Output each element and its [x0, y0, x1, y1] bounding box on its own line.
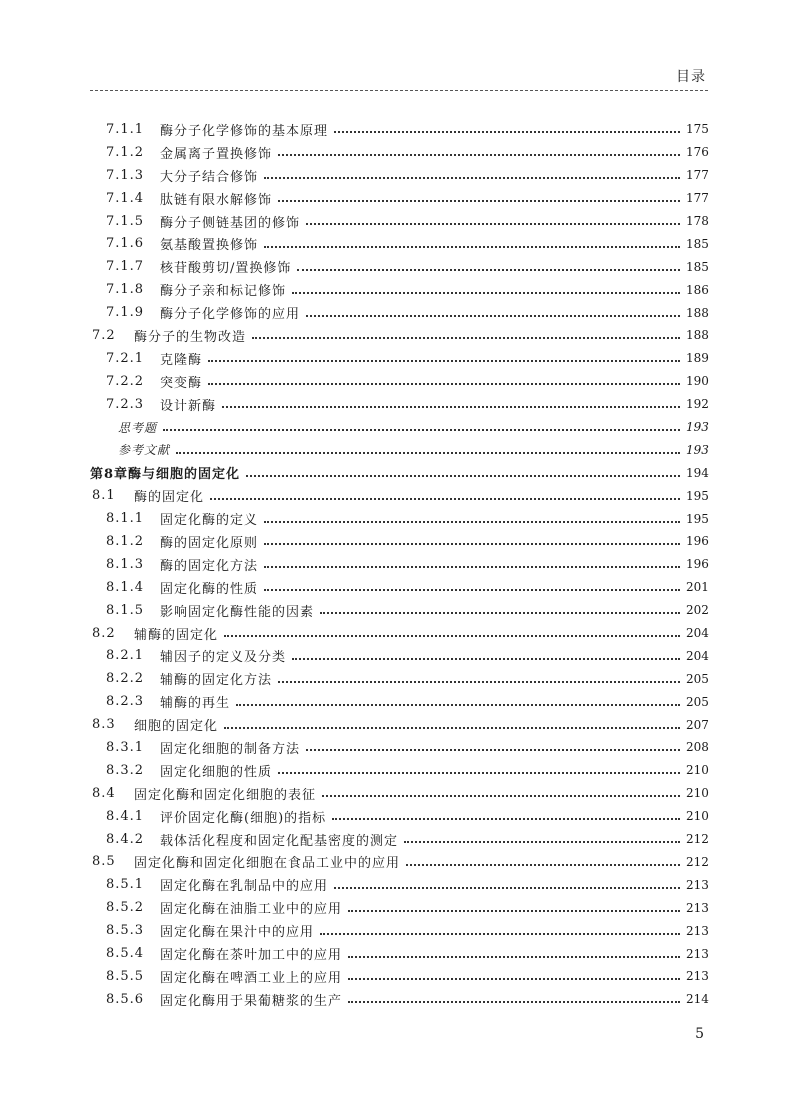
toc-entry-number: 8.1: [92, 488, 116, 504]
dot-leader: [176, 452, 680, 454]
toc-entry-number: 7.1.1: [106, 121, 145, 137]
toc-entry-number: 8.5.4: [106, 946, 145, 961]
toc-entry-title: 固定化酶和固定化细胞的表征: [134, 787, 317, 803]
toc-entry: [90, 644, 708, 667]
toc-entry-page: 185: [686, 259, 709, 274]
toc-entry: [90, 301, 708, 324]
dot-leader: [208, 383, 680, 385]
toc-entry-number: 8.2.3: [106, 694, 145, 710]
dot-leader: [252, 337, 680, 339]
toc-entry-page: 208: [686, 740, 709, 755]
toc-entry-page: 210: [686, 809, 709, 824]
toc-entry-number: 8.5: [92, 854, 116, 870]
toc-entry-number: 8.1.3: [106, 556, 145, 572]
toc-entry-number: 8.1.5: [106, 602, 145, 618]
toc-entry-number: 8.3.2: [106, 762, 145, 778]
toc-entry: [90, 255, 708, 278]
toc-entry-page: 195: [686, 488, 709, 503]
toc-entry: [90, 278, 708, 301]
toc-entry-number: 7.1.6: [106, 236, 145, 252]
toc-entry-title: 酶分子侧链基团的修饰: [160, 215, 301, 231]
toc-entry-title: 设计新酶: [160, 398, 217, 414]
toc-entry: [90, 461, 708, 484]
dot-leader: [292, 292, 680, 294]
toc-entry-number: 7.1.9: [106, 305, 145, 321]
toc-entry-page: 205: [686, 694, 709, 709]
toc-entry-page: 193: [686, 420, 709, 435]
toc-entry: [90, 141, 708, 164]
toc-entry-number: 8.5.3: [106, 923, 145, 939]
toc-entry: [90, 484, 708, 507]
dot-leader: [348, 956, 680, 958]
toc-entry: [90, 210, 708, 233]
toc-entry-page: 188: [686, 305, 709, 320]
toc-entry-page: 195: [686, 511, 709, 526]
toc-entry-number: 7.2.3: [106, 396, 145, 412]
toc-entry-title: 参考文献: [118, 443, 171, 458]
toc-entry-page: 194: [686, 465, 709, 480]
toc-entry-number: 8.2.2: [106, 671, 145, 687]
toc-entry: [90, 736, 708, 759]
dot-leader: [320, 612, 680, 614]
dot-leader: [306, 223, 680, 225]
toc-entry-number: 7.2.2: [106, 373, 145, 389]
toc-entry: [90, 690, 708, 713]
toc-entry: [90, 828, 708, 851]
toc-entry-title: 辅酶的固定化: [134, 627, 219, 643]
toc-entry-page: 175: [686, 122, 709, 137]
toc-entry-page: 205: [686, 671, 709, 686]
dot-leader: [224, 635, 680, 637]
toc-entry: [90, 759, 708, 782]
toc-entry-number: 8.5.5: [106, 968, 145, 984]
dot-leader: [246, 475, 680, 477]
toc-entry-title: 固定化酶在乳制品中的应用: [160, 879, 329, 895]
toc-entry-number: 7.2: [92, 327, 116, 343]
dot-leader: [348, 910, 680, 912]
toc-entry-page: 202: [686, 603, 709, 618]
dot-leader: [348, 1001, 680, 1003]
toc-entry-page: 190: [686, 374, 709, 389]
toc-entry-page: 177: [686, 191, 709, 206]
toc-entry-title: 固定化酶在啤酒工业上的应用: [160, 970, 343, 986]
dot-leader: [264, 589, 680, 591]
toc-entry-number: 8.3.1: [106, 739, 145, 755]
toc-entry-title: 酶的固定化: [134, 490, 205, 506]
toc-entry: [90, 438, 708, 461]
toc-entry-page: 213: [686, 900, 709, 915]
toc-entry-title: 克隆酶: [160, 352, 203, 368]
toc-entry-title: 金属离子置换修饰: [160, 146, 273, 162]
toc-entry-page: 186: [686, 282, 709, 297]
toc-entry-title: 固定化酶在茶叶加工中的应用: [160, 948, 343, 963]
dot-leader: [264, 521, 680, 523]
dot-leader: [292, 658, 680, 660]
dot-leader: [404, 841, 680, 843]
toc-entry-page: 214: [686, 992, 709, 1007]
toc-entry-title: 核苷酸剪切/置换修饰: [160, 261, 292, 277]
toc-entry-number: 8.2: [92, 625, 116, 641]
toc-entry-page: 178: [686, 214, 709, 228]
dot-leader: [278, 200, 680, 202]
toc-entry-number: 8.5.1: [106, 877, 145, 893]
dot-leader: [334, 131, 680, 133]
toc-entry-number: 7.2.1: [106, 350, 145, 366]
dot-leader: [264, 543, 680, 545]
toc-entry-page: 210: [686, 763, 709, 778]
toc-entry-title: 辅酶的再生: [160, 696, 231, 712]
dot-leader: [163, 429, 680, 431]
toc-entry: [90, 965, 708, 988]
toc-entry-title: 固定化酶的性质: [160, 581, 259, 597]
dot-leader: [224, 727, 680, 729]
toc-entry-page: 189: [686, 351, 709, 366]
dot-leader: [264, 177, 680, 179]
toc-entry-title: 固定化酶和固定化细胞在食品工业中的应用: [134, 856, 401, 872]
header-divider: [90, 90, 708, 91]
dot-leader: [348, 978, 680, 980]
dot-leader: [306, 749, 680, 751]
toc-entry-number: 7.1.7: [106, 259, 145, 275]
toc-entry-number: 8.4.2: [106, 831, 145, 847]
toc-entry-title: 固定化酶的定义: [160, 513, 259, 529]
toc-entry-title: 辅酶的固定化方法: [160, 673, 273, 689]
toc-entry-title: 肽链有限水解修饰: [160, 192, 273, 208]
dot-leader: [332, 818, 680, 820]
toc-entry-page: 196: [686, 557, 709, 572]
dot-leader: [236, 704, 680, 706]
toc-entry-title: 思考题: [118, 420, 158, 435]
toc-entry: [90, 530, 708, 553]
toc-entry: [90, 622, 708, 645]
toc-entry-number: 8.4.1: [106, 808, 145, 824]
toc-entry-title: 酶分子亲和标记修饰: [160, 284, 287, 300]
dot-leader: [264, 246, 680, 248]
toc-entry: [90, 118, 708, 141]
toc-entry: [90, 553, 708, 576]
toc-entry-number: 7.1.2: [106, 144, 145, 160]
toc-entry: [90, 416, 708, 439]
toc-entry-number: 7.1.4: [106, 190, 145, 206]
dot-leader: [278, 681, 680, 683]
toc-entry-title: 细胞的固定化: [134, 719, 219, 735]
toc-entry: [90, 232, 708, 255]
toc-entry-page: 177: [686, 168, 709, 183]
toc-entry: [90, 393, 708, 416]
dot-leader: [278, 772, 680, 774]
toc-entry-page: 196: [686, 534, 709, 549]
toc-entry-page: 212: [686, 854, 709, 869]
toc-entry-page: 213: [686, 923, 709, 938]
toc-entry: [90, 370, 708, 393]
toc-entry: [90, 599, 708, 622]
dot-leader: [320, 933, 680, 935]
toc-entry-page: 193: [686, 442, 709, 457]
toc-entry-page: 176: [686, 145, 709, 160]
toc-entry-page: 213: [686, 969, 709, 984]
toc-entry-number: 8.3: [92, 717, 116, 733]
dot-leader: [222, 406, 680, 408]
toc-entry: [90, 324, 708, 347]
toc-entry-title: 酶分子化学修饰的应用: [160, 307, 301, 323]
toc-entry-title: 氨基酸置换修饰: [160, 238, 259, 254]
toc-entry-title: 固定化酶用于果葡糖浆的生产: [160, 993, 343, 1009]
toc-entry: [90, 942, 708, 965]
toc-entry-title: 突变酶: [160, 375, 203, 391]
toc-entry-number: 7.1.3: [106, 167, 145, 183]
toc-entry: [90, 667, 708, 690]
dot-leader: [322, 795, 680, 797]
toc-entry-number: 8.5.6: [106, 991, 145, 1007]
toc-entry-number: 8.4: [92, 785, 116, 801]
dot-leader: [264, 566, 680, 568]
toc-entry-title: 影响固定化酶性能的因素: [160, 604, 315, 620]
toc-entry: [90, 919, 708, 942]
toc-entry-title: 载体活化程度和固定化配基密度的测定: [160, 833, 399, 849]
toc-entry-number: 8.1.1: [106, 511, 145, 527]
toc-entry-page: 201: [686, 580, 709, 595]
running-header: 目录: [676, 69, 706, 85]
toc-entry-number: 8.2.1: [106, 648, 145, 664]
toc-entry: [90, 164, 708, 187]
toc-entry: [90, 851, 708, 874]
toc-entry: [90, 576, 708, 599]
toc-entry: [90, 805, 708, 828]
toc-entry-page: 188: [686, 328, 709, 343]
toc-entry: [90, 896, 708, 919]
toc-entry-page: 204: [686, 648, 709, 663]
toc-entry-title: 固定化细胞的性质: [160, 764, 273, 780]
toc-entry-title: 酶分子的生物改造: [134, 329, 247, 345]
toc-entry: [90, 713, 708, 736]
dot-leader: [210, 498, 680, 500]
toc-entry-number: 8.5.2: [106, 900, 145, 916]
toc-entry-title: 固定化酶在油脂工业中的应用: [160, 902, 343, 918]
toc-entry-title: 固定化细胞的制备方法: [160, 741, 301, 757]
toc-entry: [90, 347, 708, 370]
toc-entry-number: 7.1.8: [106, 282, 145, 298]
toc-entry-title: 酶的固定化原则: [160, 535, 259, 551]
toc-entry-title: 酶与细胞的固定化: [128, 467, 241, 483]
toc-entry-page: 213: [686, 946, 709, 961]
toc-entry-page: 213: [686, 877, 709, 892]
toc-entry-page: 192: [686, 397, 709, 412]
toc-entry-page: 210: [686, 786, 709, 801]
table-of-contents: [90, 118, 708, 1011]
toc-entry-title: 酶分子化学修饰的基本原理: [160, 123, 329, 139]
toc-entry-number: 第8章: [90, 467, 129, 483]
dot-leader: [334, 887, 680, 889]
toc-entry: [90, 507, 708, 530]
page-number: 5: [695, 1026, 704, 1042]
toc-entry-page: 207: [686, 717, 709, 732]
dot-leader: [208, 360, 680, 362]
toc-entry-title: 固定化酶在果汁中的应用: [160, 925, 315, 941]
toc-entry-number: 8.1.4: [106, 579, 145, 595]
dot-leader: [278, 154, 680, 156]
toc-entry-page: 212: [686, 832, 709, 847]
toc-entry: [90, 873, 708, 896]
toc-entry-title: 酶的固定化方法: [160, 558, 259, 574]
toc-entry: [90, 782, 708, 805]
dot-leader: [306, 315, 680, 317]
toc-entry-title: 大分子结合修饰: [160, 169, 259, 185]
toc-entry: [90, 988, 708, 1011]
toc-entry-number: 7.1.5: [106, 213, 145, 229]
toc-entry: [90, 187, 708, 210]
toc-entry-title: 评价固定化酶(细胞)的指标: [160, 810, 327, 826]
toc-entry-page: 204: [686, 626, 709, 641]
toc-entry-title: 辅因子的定义及分类: [160, 650, 287, 666]
toc-entry-page: 185: [686, 236, 709, 251]
dot-leader: [406, 864, 680, 866]
toc-entry-number: 8.1.2: [106, 533, 145, 549]
dot-leader: [297, 269, 680, 271]
